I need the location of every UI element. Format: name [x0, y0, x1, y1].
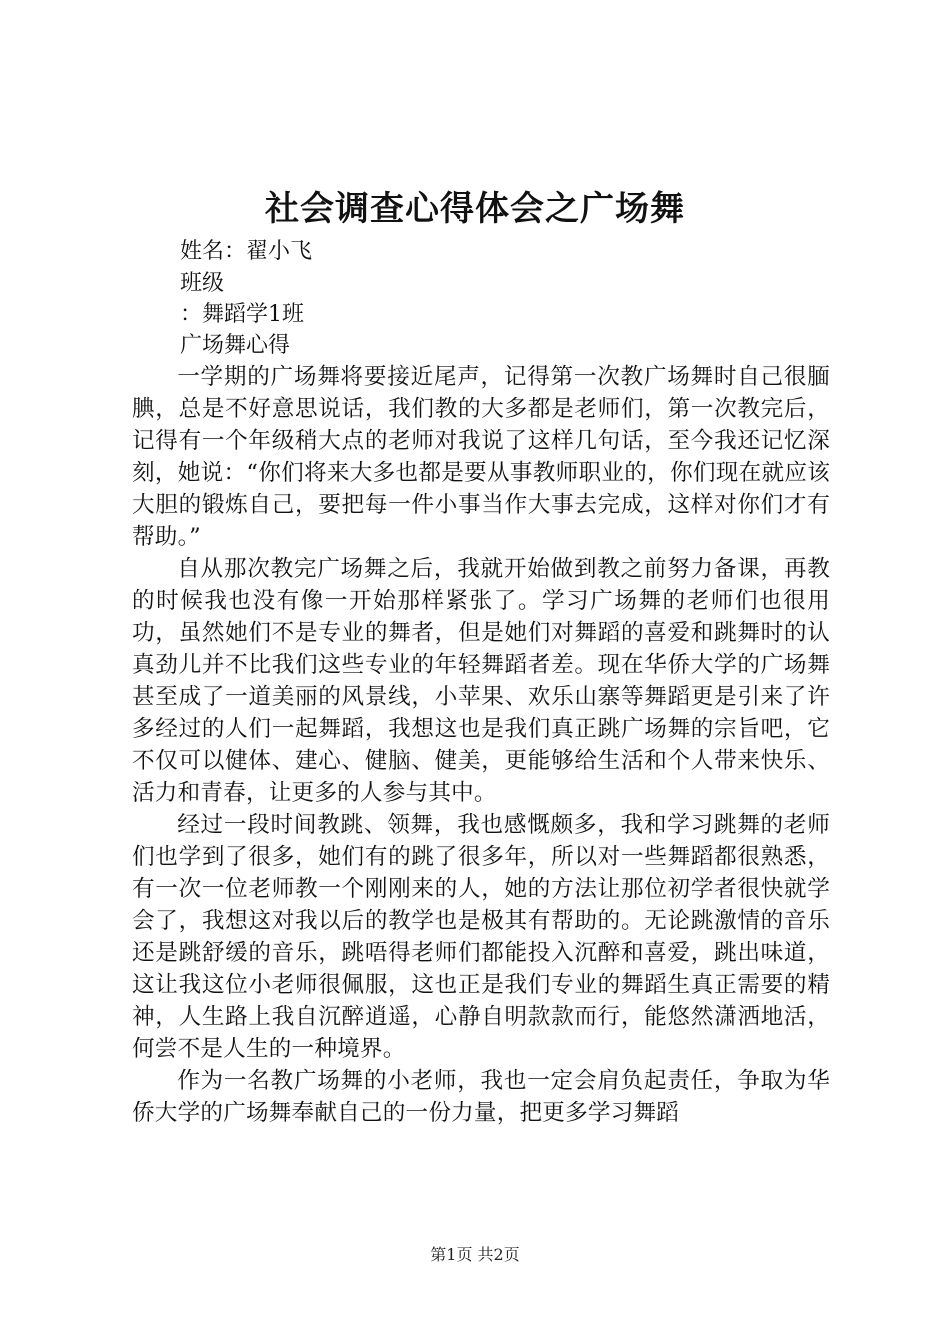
document-title: 社会调查心得体会之广场舞 [265, 189, 685, 229]
class-label-line: 班级 [180, 271, 225, 296]
author-name-line: 姓名：翟小飞 [180, 239, 313, 264]
paragraph-1: 一学期的广场舞将要接近尾声，记得第一次教广场舞时自己很腼腆，总是不好意思说话，我们教的大多都是老师们，第一次教完后，记得有一个年级稍大点的老师对我说了这样几句话，至今我还记忆深刻，她说：“你们将来大多也都是要从事教师职业的，你们现在就应该大胆的锻炼自己，要把每一件小事当作大事去完成，这样对你们才有帮助。” [132, 364, 831, 550]
paragraph-3: 经过一段时间教跳、领舞，我也感慨颇多，我和学习跳舞的老师们也学到了很多，她们有的跳了很多年，所以对一些舞蹈都很熟悉，有一次一位老师教一个刚刚来的人，她的方法让那位初学者很快就学会了，我想这对我以后的教学也是极其有帮助的。无论跳激情的音乐还是跳舒缓的音乐，跳唔得老师们都能投入沉醉和喜爱，跳出味道，这让我这位小老师很佩服，这也正是我们专业的舞蹈生真正需要的精神，人生路上我自沉醉逍遥，心静自明款款而行，能悠然潇洒地活，何尝不是人生的一种境界。 [132, 812, 830, 1062]
paragraph-2: 自从那次教完广场舞之后，我就开始做到教之前努力备课，再教的时候我也没有像一开始那样紧张了。学习广场舞的老师们也很用功，虽然她们不是专业的舞者，但是她们对舞蹈的喜爱和跳舞时的认真劲儿并不比我们这些专业的年轻舞蹈者差。现在华侨大学的广场舞甚至成了一道美丽的风景线，小苹果、欢乐山寨等舞蹈更是引来了许多经过的人们一起舞蹈，我想这也是我们真正跳广场舞的宗旨吧，它不仅可以健体、建心、健脑、健美，更能够给生活和个人带来快乐、活力和青春，让更多的人参与其中。 [132, 556, 830, 806]
body-text [132, 361, 830, 1129]
page-footer: 第1页 共2页 [430, 1245, 520, 1264]
section-heading: 广场舞心得 [180, 333, 291, 358]
paragraph-4: 作为一名教广场舞的小老师，我也一定会肩负起责任，争取为华侨大学的广场舞奉献自己的一份力量，把更多学习舞蹈 [132, 1068, 830, 1126]
class-value-line: ：舞蹈学1班 [180, 302, 304, 327]
